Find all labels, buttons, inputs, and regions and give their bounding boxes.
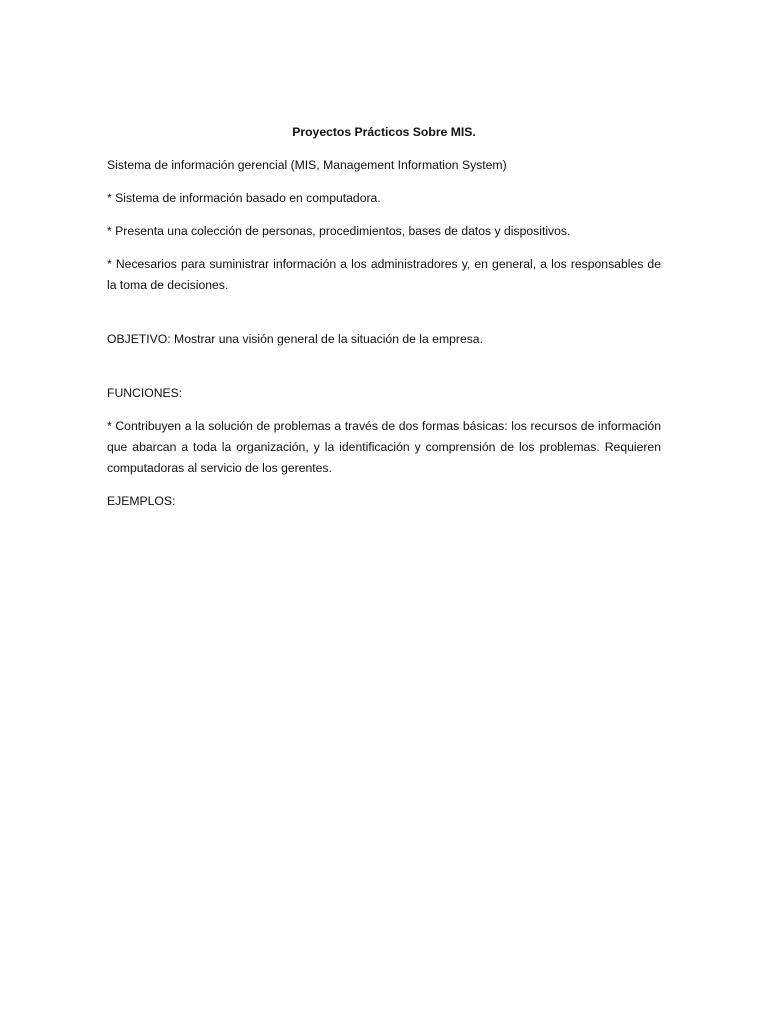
- blank-line: [107, 308, 661, 329]
- bullet-paragraph: * Necesarios para suministrar información a los administradores y, en general, a los responsables de la toma de decisiones.: [107, 257, 661, 292]
- document-title: Proyectos Prácticos Sobre MIS.: [292, 125, 476, 139]
- intro-paragraph: Sistema de información gerencial (MIS, Management Information System): [107, 158, 507, 172]
- functions-paragraph: * Contribuyen a la solución de problemas a través de dos formas básicas: los recursos de información que abarcan a toda la organización, y la identificación y comprensión de los problemas. Requieren computadoras al servicio de los gerentes.: [107, 419, 661, 475]
- objective-paragraph: [107, 329, 661, 350]
- blank-line: [107, 362, 661, 383]
- objective-text: Mostrar una visión general de la situación de la empresa.: [170, 332, 483, 346]
- bullet-paragraph: * Presenta una colección de personas, procedimientos, bases de datos y dispositivos.: [107, 224, 571, 238]
- bullet-paragraph: * Sistema de información basado en computadora.: [107, 191, 381, 205]
- document-body: [107, 122, 661, 524]
- objective-label: OBJETIVO:: [107, 332, 171, 346]
- examples-heading: EJEMPLOS:: [107, 494, 176, 508]
- functions-heading: FUNCIONES:: [107, 386, 183, 400]
